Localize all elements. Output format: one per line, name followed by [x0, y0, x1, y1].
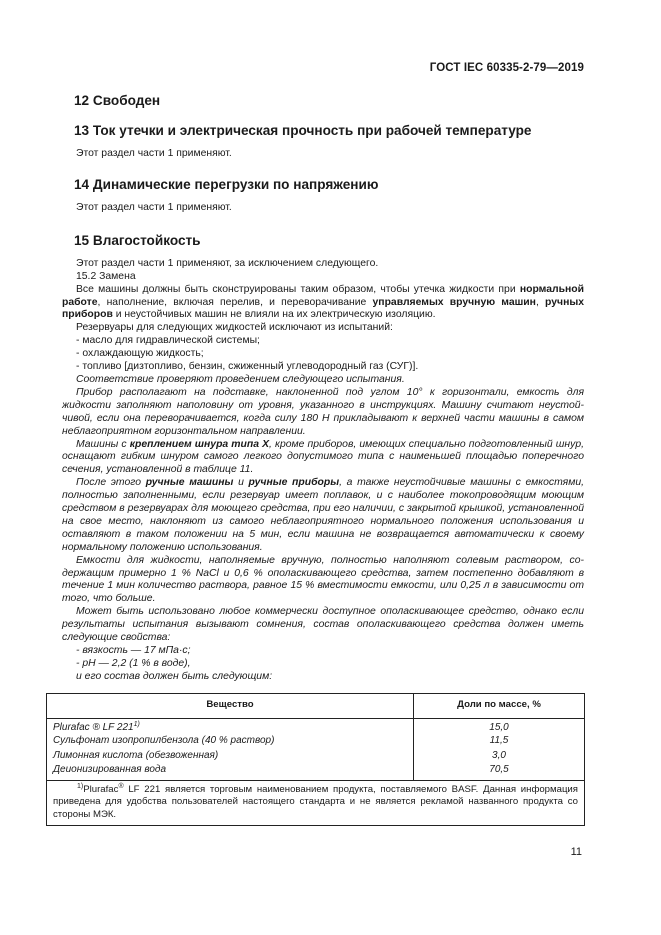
- paragraph-requirement: Все машины должны быть сконструированы таким образом, чтобы утечка жидкости при нормальной работе, наполнение, включая перелив, и переворачивание управляемых вручную машин, ручных приборов и неустойчивых машин не влияли на их электрическую изоляцию.: [62, 283, 584, 321]
- paragraph-rinse-agent: Может быть использовано любое коммерчески доступное ополаскивающее средство, однако если результаты испытания вызывают сомнения, состав ополаскивающего средства должен иметь следующие свойства:: [62, 606, 584, 644]
- page-body: [53, 90, 585, 826]
- term-hand-held-appliances-2: ручные приборы: [248, 477, 340, 489]
- section-15-title: 15 Влагостойкость: [74, 232, 201, 248]
- list-item: - pH — 2,2 (1 % в воде),: [76, 657, 191, 669]
- table-header-mass-fraction: Доли по массе, %: [414, 693, 585, 718]
- page-number: 11: [570, 846, 582, 858]
- list-item: - топливо [дизтопливо, бензин, сжиженный углеводородный газ (СУГ)].: [76, 361, 419, 373]
- section-15-intro: Этот раздел части 1 применяют, за исключением следующего.: [76, 257, 379, 269]
- list-item: - вязкость — 17 мПа·с;: [76, 645, 191, 656]
- paragraph-saline: Емкости для жидкости, наполняемые вручную, полностью наполняют солевым раствором, содержащим примерно 1 % NaCl и 0,6 % ополаскивающего средства, затем постепенно добавляют в течение 1 мин количество раствора, равное 15 % вместимости емкости, или 0,25 л в зависимости от того, что больше.: [62, 554, 584, 605]
- section-13-text: Этот раздел части 1 применяют.: [76, 148, 232, 159]
- term-normal-operation: нормальной работе: [62, 283, 584, 308]
- paragraph-composition-intro: и его состав должен быть следующим:: [76, 670, 273, 682]
- section-14-text: Этот раздел части 1 применяют.: [76, 201, 232, 213]
- table-row: Сульфонат изопропилбензола (40 % раствор) 11,5: [47, 735, 585, 750]
- term-hand-guided-machines: управляемых вручную машин: [372, 296, 536, 308]
- paragraph-cord: Машины с креплением шнура типа X, кроме приборов, имеющих специально подготовленный шнур, оснащают гибким шнуром самого легкого допустимого типа с наименьшей площадью поперечного сечения, установленной в таблице 11.: [62, 438, 585, 476]
- list-item: - масло для гидравлической системы;: [76, 335, 260, 347]
- section-13-title: 13 Ток утечки и электрическая прочность при рабочей температуре: [74, 123, 532, 138]
- table-row: Plurafac ® LF 221$^{1)}$ 15,0: [47, 718, 585, 734]
- paragraph-excluded-tanks: Резервуары для следующих жидкостей исключают из испытаний:: [76, 322, 393, 334]
- section-12-title: 12 Свободен: [74, 93, 161, 108]
- paragraph-test-tilt: Прибор располагают на подставке, наклоненной под углом 10° к горизонтали, емкость для жидкости заполняют наполовину от уровня, указанного в инструкциях. Машину считают неустойчивой, если она переворачивается, когда силу 180 Н прикладывают к верхней части машины в самом неблагоприятном горизонтальном направлении.: [62, 386, 584, 437]
- composition-table: [46, 693, 585, 826]
- running-header: ГОСТ IEC 60335-2-79—2019: [429, 62, 584, 74]
- list-item: - охлаждающую жидкость;: [76, 348, 204, 360]
- paragraph-compliance: Соответствие проверяют проведением следующего испытания.: [76, 373, 405, 385]
- term-hand-held-appliances: ручных приборов: [62, 296, 584, 321]
- section-14-title: 14 Динамические перегрузки по напряжению: [74, 176, 379, 192]
- term-hand-held-machines: ручные машины: [145, 477, 234, 489]
- table-row: Лимонная кислота (обезвоженная) 3,0: [47, 749, 585, 764]
- table-row: Деионизированная вода 70,5: [47, 764, 585, 780]
- subsection-15-2: 15.2 Замена: [76, 270, 136, 282]
- paragraph-overturn: После этого ручные машины и ручные приборы, а также неустойчивые машины с емкостями, полностью заполненными, если резервуар имеет поплавок, и с наиболее токопроводящим моющим средством в резервуарах для моющего средства, при его наличии, с закрытой крышкой, установленной на свое место, наклоняют из самого неблагоприятного нормального положения использования и оставляют в таком положении на 5 мин, если машина не возвращается автоматически к своему нормальному положению использования.: [62, 477, 584, 553]
- table-header-substance: Вещество: [47, 693, 414, 718]
- table-footnote: $^{1)}$Plurafac® LF 221 является торговым наименованием продукта, поставляемого BASF. Данная информация приведена для удобства пользователей настоящего стандарта и не является рекламой названного продукта со стороны МЭК.: [47, 780, 585, 825]
- term-type-x-attachment: креплением шнура типа X: [129, 438, 270, 450]
